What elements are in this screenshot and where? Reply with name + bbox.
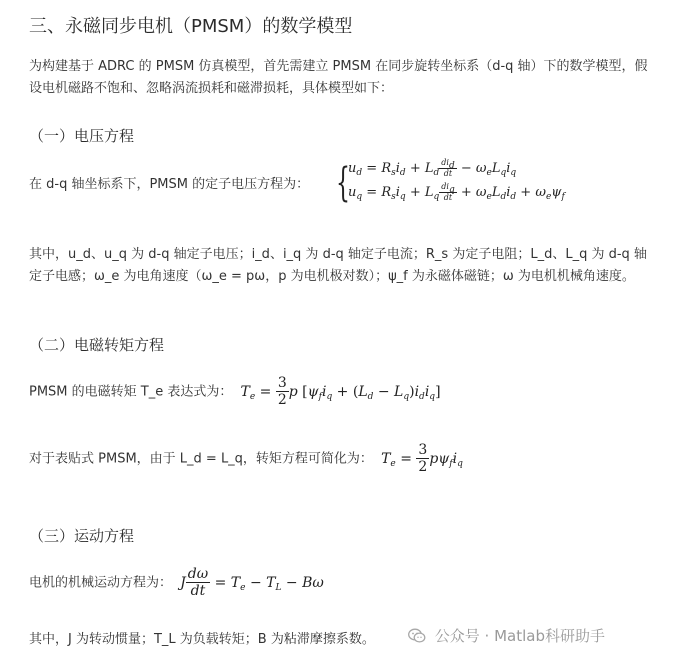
torque-simplified-equation: $T_e$ = $\frac{3}{2}$ $p\psi_fi_q$ [381, 442, 463, 475]
watermark [408, 625, 605, 650]
torque-simplified-lead: 对于表贴式 PMSM，由于 L_d = L_q，转矩方程可简化为： [29, 451, 373, 467]
watermark-text: 公众号 · Matlab科研助手 [434, 627, 605, 645]
motion-line [29, 567, 324, 598]
voltage-heading: （一）电压方程 [29, 127, 135, 145]
intro-paragraph: 为构建基于 ADRC 的 PMSM 仿真模型，首先需建立 PMSM 在同步旋转坐标系（d-q 轴）下的数学模型，假设电机磁路不饱和、忽略涡流损耗和磁滞损耗，具体模型如下： [29, 59, 648, 96]
voltage-lead: 在 d-q 轴坐标系下，PMSM 的定子电压方程为： [29, 177, 310, 192]
torque-line [29, 376, 441, 407]
torque-equation: $T_e$ = $\frac{3}{2}$ p $[\psi_fi_q + (L_d - L_q)i_di_q]$ [240, 375, 441, 408]
motion-explanation: 其中，J 为转动惯量；T_L 为负载转矩；B 为粘滞摩擦系数。 [29, 632, 375, 647]
torque-lead: PMSM 的电磁转矩 T_e 表达式为： [29, 384, 233, 400]
motion-lead: 电机的机械运动方程为： [29, 575, 173, 591]
wechat-icon [408, 628, 426, 650]
brace-symbol: { [336, 160, 350, 206]
voltage-equation-d: $u_d = R_si_d + L_d$ $\frac{di_d}{dt}$ − $\omega_eL_qi_q$ [348, 158, 517, 178]
voltage-explanation: 其中，u_d、u_q 为 d-q 轴定子电压；i_d、i_q 为 d-q 轴定子电流；R_s 为定子电阻；L_d、L_q 为 d-q 轴定子电感；ω_e 为电角速度（ω_e = pω，p 为电机极对数）；ψ_f 为永磁体磁链；ω 为电机机械角速度。 [29, 247, 647, 284]
voltage-equation-q: $u_q = R_si_q + L_q$ $\frac{di_q}{dt}$ + $\omega_eL_di_d + \omega_e\psi_f$ [348, 182, 565, 202]
motion-equation: J $\frac{d\omega}{dt}$ = $T_e - T_L - B\omega$ [180, 566, 324, 599]
torque-simplified-line [29, 443, 463, 474]
motion-heading: （三）运动方程 [29, 527, 135, 545]
torque-heading: （二）电磁转矩方程 [29, 336, 165, 354]
section-title: 三、永磁同步电机（PMSM）的数学模型 [29, 16, 353, 37]
